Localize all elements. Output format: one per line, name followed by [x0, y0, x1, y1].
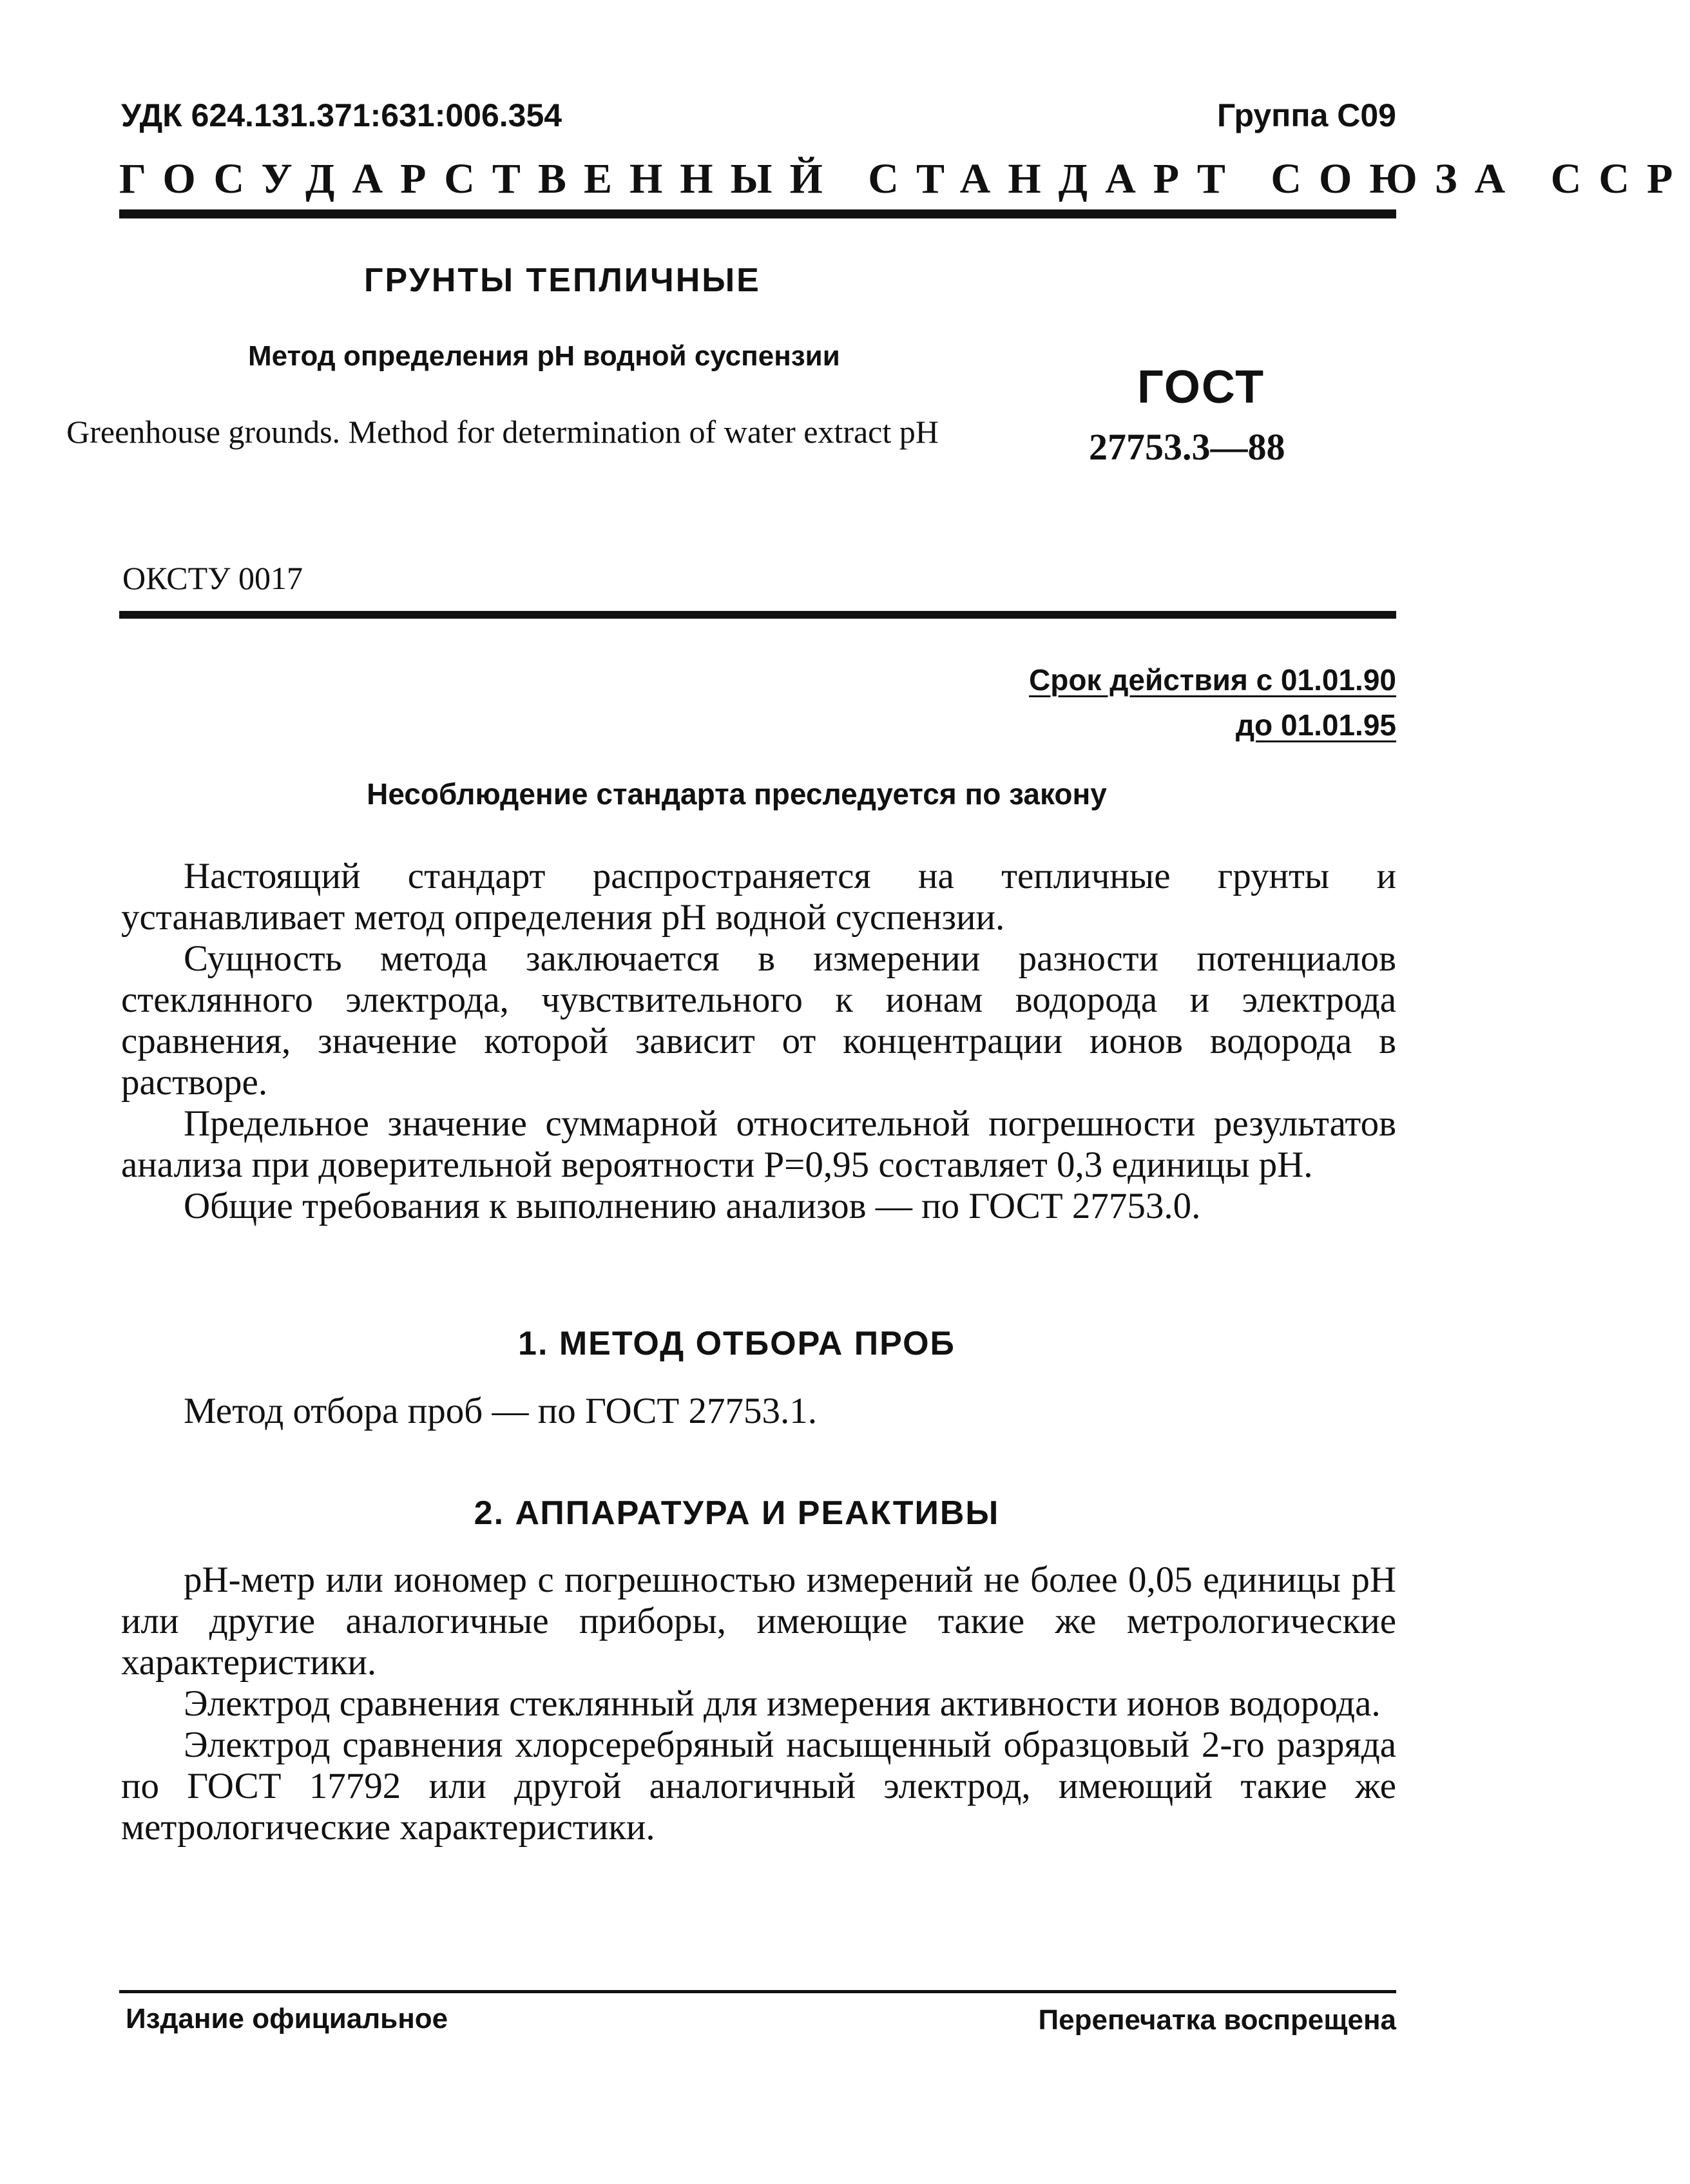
intro-section: [121, 856, 1396, 1227]
document-title: ГРУНТЫ ТЕПЛИЧНЫЕ: [364, 262, 761, 299]
section-2-paragraph: Электрод сравнения хлорсеребряный насыщенный образцовый 2-го разряда по ГОСТ 17792 или другой аналогичный электрод, имеющий такие же метрологические характеристики.: [121, 1725, 1396, 1848]
section-2-body: [121, 1560, 1396, 1848]
group-code: Группа С09: [1217, 97, 1396, 133]
state-standard-banner: ГОСУДАРСТВЕННЫЙ СТАНДАРТ СОЮЗА ССР: [119, 155, 1690, 202]
footer-rule: [119, 1990, 1396, 1993]
section-2-paragraph: Электрод сравнения стеклянный для измерения активности ионов водорода.: [184, 1683, 1381, 1724]
section-1-heading: 1. МЕТОД ОТБОРА ПРОБ: [518, 1325, 955, 1362]
section-1-paragraph: Метод отбора проб — по ГОСТ 27753.1.: [184, 1391, 817, 1431]
footer-reprint-notice: Перепечатка воспрещена: [1038, 2004, 1396, 2036]
footer-edition: Издание официальное: [126, 2003, 448, 2034]
header-rule: [119, 209, 1396, 218]
gost-number: 27753.3—88: [1089, 426, 1285, 468]
gost-label: ГОСТ: [1137, 362, 1265, 413]
intro-paragraph: Предельное значение суммарной относительной погрешности результатов анализа при доверительной вероятности Р=0,95 составляет 0,3 единицы рН.: [121, 1103, 1396, 1185]
udk-code: УДК 624.131.371:631:006.354: [121, 97, 562, 133]
validity-to: до 01.01.95: [1235, 708, 1396, 742]
okstu-code: ОКСТУ 0017: [122, 560, 303, 596]
section-1-body: [121, 1391, 1396, 1432]
intro-paragraph: Настоящий стандарт распространяется на тепличные грунты и устанавливает метод определения рН водной суспензии.: [121, 856, 1396, 938]
intro-paragraph: Сущность метода заключается в измерении разности потенциалов стеклянного электрода, чувствительного к ионам водорода и электрода сравнения, значение которой зависит от концентрации ионов водорода в растворе.: [121, 938, 1396, 1103]
english-title: Greenhouse grounds. Method for determination of water extract pH: [66, 414, 939, 450]
document-subtitle: Метод определения рН водной суспензии: [248, 340, 840, 372]
intro-paragraph: Общие требования к выполнению анализов — по ГОСТ 27753.0.: [184, 1186, 1201, 1226]
validity-from: Срок действия с 01.01.90: [1029, 663, 1396, 697]
validity-period: [1029, 657, 1396, 748]
title-block-rule: [119, 611, 1396, 619]
legal-notice: Несоблюдение стандарта преследуется по закону: [367, 777, 1107, 811]
section-2-heading: 2. АППАРАТУРА И РЕАКТИВЫ: [474, 1494, 1000, 1532]
section-2-paragraph: рН-метр или иономер с погрешностью измерений не более 0,05 единицы рН или другие аналогичные приборы, имеющие такие же метрологические характеристики.: [121, 1560, 1396, 1683]
